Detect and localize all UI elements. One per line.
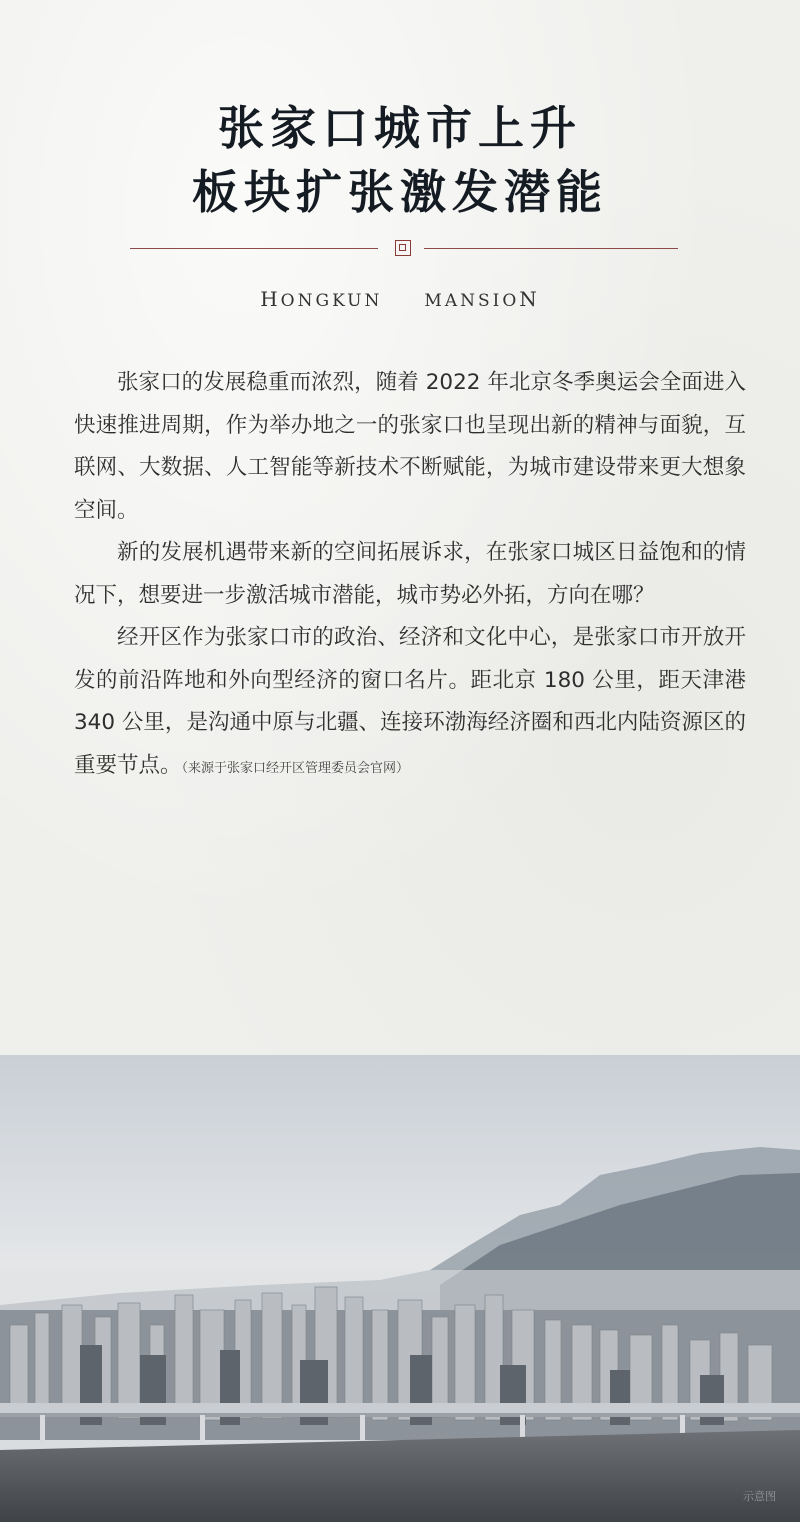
subtitle-final: N <box>519 287 540 311</box>
city-skyline-photo <box>0 1055 800 1522</box>
divider-right <box>424 248 678 249</box>
photo-caption: 示意图 <box>743 1490 776 1503</box>
city-illustration <box>0 1055 800 1522</box>
source-note: （来源于张家口经开区管理委员会官网） <box>181 760 410 776</box>
divider-left <box>130 248 378 249</box>
title-line-1: 张家口城市上升 <box>218 101 582 155</box>
paragraph-3 <box>74 617 746 790</box>
paragraph-2: 新的发展机遇带来新的空间拓展诉求，在张家口城区日益饱和的情况下，想要进一步激活城市潜能，城市势必外拓，方向在哪？ <box>74 540 746 608</box>
title-line-2: 板块扩张激发潜能 <box>192 165 608 219</box>
paragraph-3-text: 经开区作为张家口市的政治、经济和文化中心，是张家口市开放开发的前沿阵地和外向型经济的窗口名片。距北京 180 公里，距天津港 340 公里，是沟通中原与北疆、连接环渤海经济圈和西北内陆资源区的重要节点。 <box>74 625 746 778</box>
article-body <box>74 362 746 790</box>
brand-subtitle <box>0 287 800 311</box>
seal-icon <box>395 240 411 256</box>
subtitle-word1: ONGKUN <box>280 291 383 311</box>
paragraph-1: 张家口的发展稳重而浓烈，随着 2022 年北京冬季奥运会全面进入快速推进周期，作为举办地之一的张家口也呈现出新的精神与面貌，互联网、大数据、人工智能等新技术不断赋能，为城市建设带来更大想象空间。 <box>74 370 746 523</box>
subtitle-word2: MANSIO <box>424 291 520 311</box>
subtitle-initial: H <box>260 287 281 311</box>
